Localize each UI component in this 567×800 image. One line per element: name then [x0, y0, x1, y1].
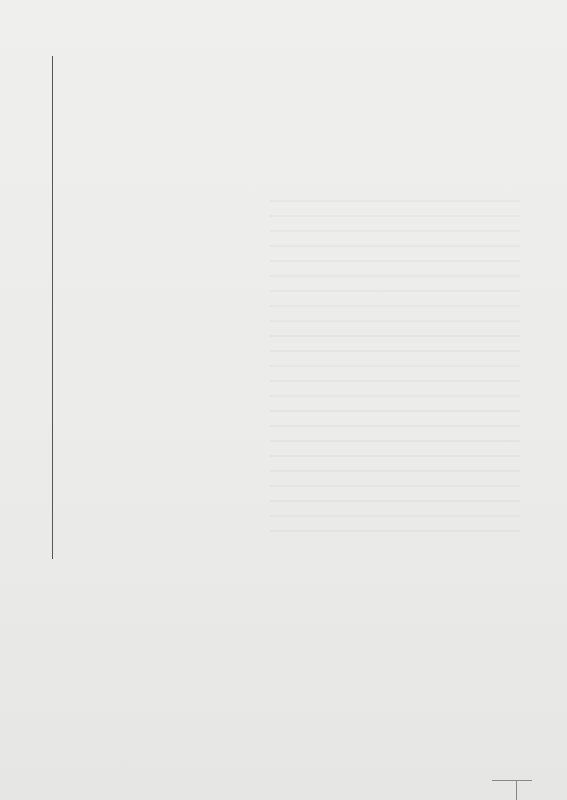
page-number-tick [516, 780, 517, 800]
page-number-rule [492, 780, 532, 781]
bleed-through-text [270, 200, 520, 540]
table-left-border [52, 56, 53, 559]
